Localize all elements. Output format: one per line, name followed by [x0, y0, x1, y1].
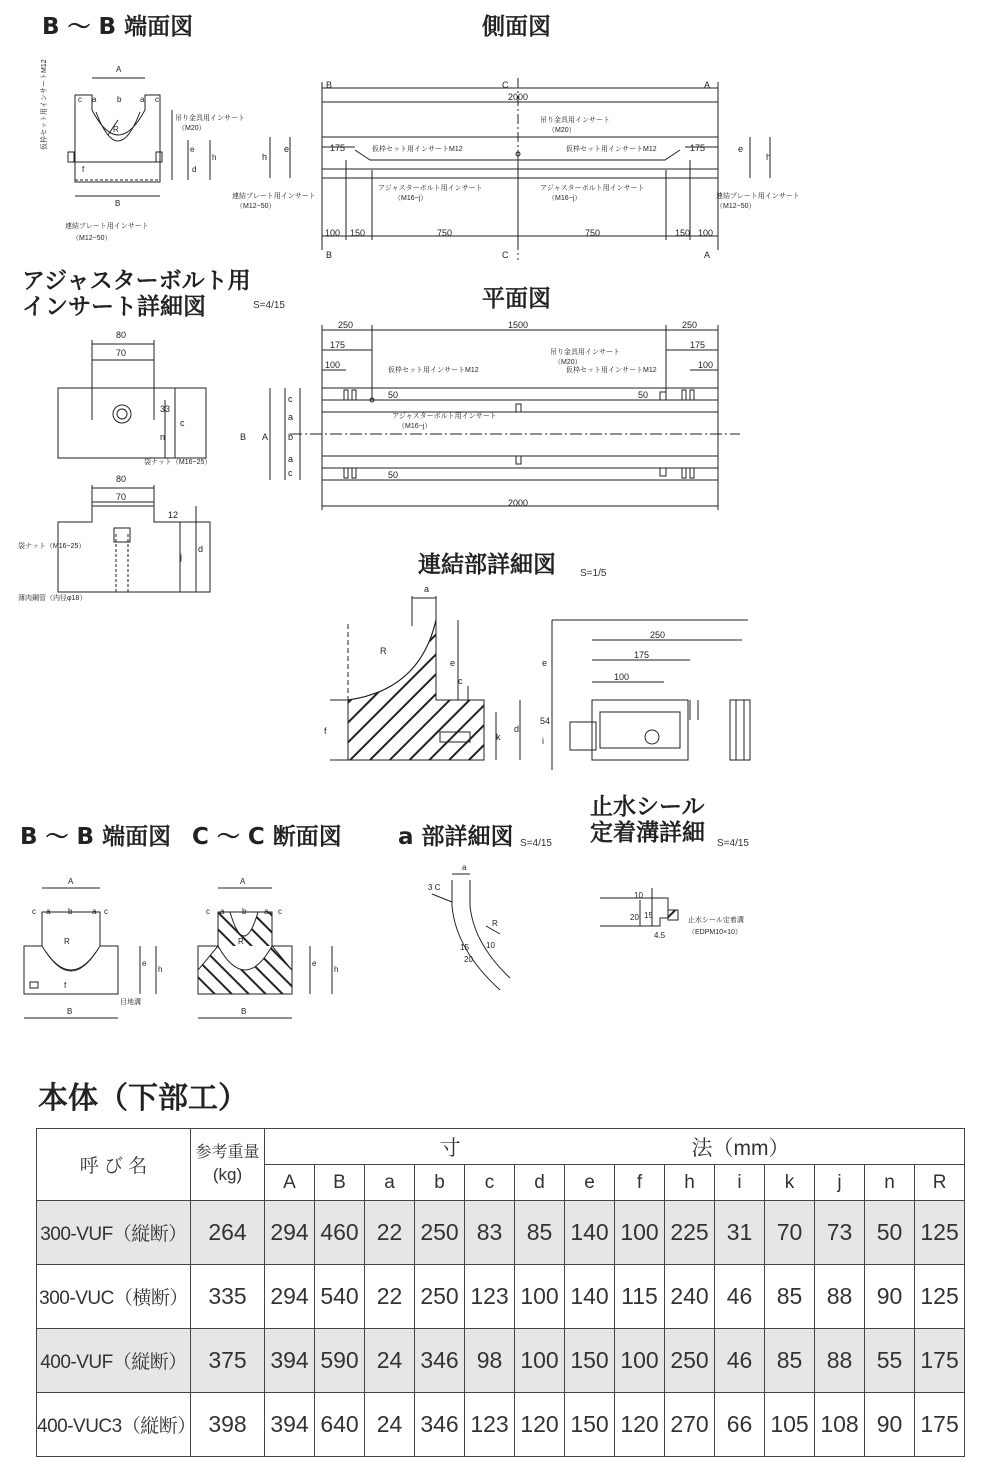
col-header: j — [815, 1165, 865, 1201]
svg-text:アジャスターボルト用インサート: アジャスターボルト用インサート — [378, 185, 483, 192]
svg-text:B: B — [326, 80, 333, 90]
svg-text:a: a — [264, 907, 269, 916]
col-header: B — [315, 1165, 365, 1201]
cell: 175 — [915, 1393, 965, 1457]
svg-text:100: 100 — [698, 228, 714, 238]
svg-text:e: e — [312, 959, 317, 968]
svg-text:d: d — [198, 544, 204, 554]
header-weight: 参考重量 (kg) — [191, 1129, 265, 1201]
svg-text:アジャスターボルト用インサート: アジャスターボルト用インサート — [392, 413, 497, 420]
svg-text:（M16−j）: （M16−j） — [398, 423, 432, 430]
cell: 590 — [315, 1329, 365, 1393]
cell: 120 — [615, 1393, 665, 1457]
svg-text:a: a — [46, 907, 51, 916]
svg-text:100: 100 — [698, 360, 714, 370]
svg-text:（M20）: （M20） — [554, 359, 582, 366]
cell: 83 — [465, 1201, 515, 1265]
cell: 100 — [515, 1265, 565, 1329]
row-name: 400-VUC3（縦断） — [37, 1393, 191, 1457]
svg-text:c: c — [155, 95, 159, 104]
svg-text:a: a — [288, 454, 294, 464]
svg-text:吊り金具用インサート: 吊り金具用インサート — [550, 349, 620, 356]
cell: 88 — [815, 1329, 865, 1393]
table-row — [37, 1329, 965, 1393]
section-title: 本体（下部工） — [38, 1081, 248, 1116]
svg-text:4.5: 4.5 — [654, 931, 666, 940]
cell: 346 — [415, 1393, 465, 1457]
svg-text:10: 10 — [634, 891, 643, 900]
svg-text:c: c — [458, 676, 463, 686]
cell: 250 — [665, 1329, 715, 1393]
svg-text:袋ナット（M16−25）: 袋ナット（M16−25） — [144, 459, 212, 466]
cell: 90 — [865, 1393, 915, 1457]
svg-text:A: A — [240, 877, 246, 886]
svg-text:i: i — [542, 736, 544, 746]
svg-text:n: n — [160, 432, 166, 442]
svg-text:c: c — [206, 907, 210, 916]
title-bb-end-top: B ～ B 端面図 — [42, 14, 194, 40]
svg-text:（M20）: （M20） — [178, 125, 206, 132]
svg-text:a: a — [288, 412, 294, 422]
cell: 85 — [515, 1201, 565, 1265]
col-header: c — [465, 1165, 515, 1201]
svg-text:b: b — [68, 907, 73, 916]
svg-text:R: R — [64, 937, 70, 946]
table-row — [37, 1201, 965, 1265]
svg-text:k: k — [496, 732, 501, 742]
svg-text:a: a — [140, 95, 145, 104]
cell: 294 — [265, 1265, 315, 1329]
dim-a-top: A — [116, 65, 122, 74]
plan-view — [270, 325, 740, 510]
bb-end-view-top — [68, 78, 210, 196]
svg-text:仮枠セット用インサートM12: 仮枠セット用インサートM12 — [388, 367, 479, 374]
header-dimensions: 寸 法（mm） — [265, 1129, 965, 1165]
header-name: 呼 び 名 — [37, 1129, 191, 1201]
svg-text:a: a — [424, 584, 430, 594]
svg-text:f: f — [324, 726, 327, 736]
svg-text:2000: 2000 — [508, 92, 529, 102]
side-view — [270, 78, 770, 260]
title-plan-view: 平面図 — [482, 286, 551, 312]
a-detail-view — [432, 874, 510, 990]
svg-text:連結プレート用インサート: 連結プレート用インサート — [716, 193, 800, 200]
svg-text:c: c — [288, 394, 293, 404]
svg-text:a: a — [92, 95, 97, 104]
svg-text:12: 12 — [168, 510, 179, 520]
svg-text:（M20）: （M20） — [548, 127, 576, 134]
title-bb-end-bottom: B ～ B 端面図 — [20, 824, 172, 850]
svg-text:70: 70 — [116, 492, 127, 502]
svg-text:（M12−50）: （M12−50） — [72, 235, 112, 242]
svg-text:15: 15 — [460, 943, 469, 952]
svg-text:f: f — [82, 165, 85, 174]
cell: 123 — [465, 1393, 515, 1457]
col-header: b — [415, 1165, 465, 1201]
svg-text:b: b — [288, 432, 294, 442]
col-header: d — [515, 1165, 565, 1201]
cell: 88 — [815, 1265, 865, 1329]
cell: 120 — [515, 1393, 565, 1457]
cell: 105 — [765, 1393, 815, 1457]
svg-text:（M16−j）: （M16−j） — [394, 195, 428, 202]
svg-text:（EDPM10×10）: （EDPM10×10） — [688, 929, 742, 936]
svg-text:54: 54 — [540, 716, 551, 726]
svg-text:目地溝: 目地溝 — [120, 999, 141, 1006]
svg-text:c: c — [104, 907, 108, 916]
col-header: f — [615, 1165, 665, 1201]
scale-adjuster: S=4/15 — [253, 300, 285, 311]
svg-text:h: h — [158, 965, 163, 974]
svg-text:750: 750 — [585, 228, 601, 238]
cell: 100 — [615, 1329, 665, 1393]
cell: 240 — [665, 1265, 715, 1329]
adjuster-insert-detail — [58, 340, 210, 592]
svg-text:c: c — [278, 907, 282, 916]
joint-detail — [330, 596, 750, 770]
svg-text:250: 250 — [338, 320, 354, 330]
svg-text:250: 250 — [650, 630, 666, 640]
cell: 346 — [415, 1329, 465, 1393]
col-header: i — [715, 1165, 765, 1201]
cell: 250 — [415, 1201, 465, 1265]
col-header: k — [765, 1165, 815, 1201]
cell: 250 — [415, 1265, 465, 1329]
svg-text:c: c — [180, 418, 185, 428]
col-header: a — [365, 1165, 415, 1201]
svg-text:b: b — [117, 95, 122, 104]
svg-text:吊り金具用インサート: 吊り金具用インサート — [540, 117, 610, 124]
svg-text:100: 100 — [614, 672, 630, 682]
svg-text:R: R — [113, 125, 119, 134]
cell: 66 — [715, 1393, 765, 1457]
svg-text:b: b — [242, 907, 247, 916]
svg-text:d: d — [514, 724, 520, 734]
cell: 90 — [865, 1265, 915, 1329]
svg-text:e: e — [450, 658, 456, 668]
svg-text:50: 50 — [388, 470, 399, 480]
cell: 125 — [915, 1201, 965, 1265]
row-name: 300-VUF（縦断） — [37, 1201, 191, 1265]
svg-text:c: c — [288, 468, 293, 478]
cell: 150 — [565, 1329, 615, 1393]
svg-text:止水シール定着溝: 止水シール定着溝 — [688, 917, 744, 924]
cell: 24 — [365, 1329, 415, 1393]
svg-text:a: a — [92, 907, 97, 916]
cell: 175 — [915, 1329, 965, 1393]
svg-text:B: B — [326, 250, 333, 260]
cell: 46 — [715, 1265, 765, 1329]
cell: 85 — [765, 1265, 815, 1329]
row-weight: 335 — [191, 1265, 265, 1329]
cell: 108 — [815, 1393, 865, 1457]
svg-text:袋ナット（M16−25）: 袋ナット（M16−25） — [18, 543, 86, 550]
table-row — [37, 1393, 965, 1457]
svg-text:（M12−50）: （M12−50） — [716, 203, 756, 210]
svg-text:150: 150 — [350, 228, 366, 238]
svg-text:A: A — [704, 250, 711, 260]
cell: 73 — [815, 1201, 865, 1265]
cell: 22 — [365, 1201, 415, 1265]
svg-text:e: e — [190, 145, 195, 154]
svg-text:20: 20 — [630, 913, 639, 922]
scale-joint: S=1/5 — [580, 568, 607, 579]
svg-text:e: e — [142, 959, 147, 968]
svg-text:C: C — [502, 250, 509, 260]
cell: 50 — [865, 1201, 915, 1265]
svg-text:h: h — [262, 152, 268, 162]
title-cc-section: C ～ C 断面図 — [192, 824, 342, 850]
svg-text:A: A — [68, 877, 74, 886]
cell: 115 — [615, 1265, 665, 1329]
cell: 294 — [265, 1201, 315, 1265]
table-row — [37, 1265, 965, 1329]
cell: 394 — [265, 1329, 315, 1393]
svg-text:連結プレート用インサート: 連結プレート用インサート — [65, 223, 149, 230]
col-header: h — [665, 1165, 715, 1201]
title-joint-detail: 連結部詳細図 — [418, 552, 556, 578]
svg-text:c: c — [78, 95, 82, 104]
svg-text:（M16−j）: （M16−j） — [548, 195, 582, 202]
svg-text:20: 20 — [464, 955, 473, 964]
svg-text:e: e — [738, 144, 744, 154]
row-weight: 398 — [191, 1393, 265, 1457]
svg-text:c: c — [32, 907, 36, 916]
cell: 460 — [315, 1201, 365, 1265]
col-header: n — [865, 1165, 915, 1201]
cell: 22 — [365, 1265, 415, 1329]
cell: 540 — [315, 1265, 365, 1329]
svg-text:B: B — [241, 1007, 247, 1016]
svg-text:10: 10 — [486, 941, 495, 950]
svg-text:A: A — [262, 432, 269, 442]
svg-text:50: 50 — [388, 390, 399, 400]
cell: 123 — [465, 1265, 515, 1329]
col-header: e — [565, 1165, 615, 1201]
svg-text:f: f — [64, 981, 67, 990]
spec-table — [36, 1128, 965, 1457]
svg-text:100: 100 — [325, 228, 341, 238]
svg-text:100: 100 — [325, 360, 341, 370]
svg-text:B: B — [115, 199, 121, 208]
svg-text:仮枠セット用インサートM12: 仮枠セット用インサートM12 — [372, 146, 463, 153]
cell: 394 — [265, 1393, 315, 1457]
svg-text:175: 175 — [330, 143, 346, 153]
svg-text:175: 175 — [690, 340, 706, 350]
row-weight: 264 — [191, 1201, 265, 1265]
svg-text:a: a — [220, 907, 225, 916]
svg-text:連結プレート用インサート: 連結プレート用インサート — [232, 193, 316, 200]
scale-seal: S=4/15 — [717, 838, 749, 849]
row-weight: 375 — [191, 1329, 265, 1393]
title-side-view: 側面図 — [482, 14, 551, 40]
svg-text:150: 150 — [675, 228, 691, 238]
svg-text:a: a — [462, 863, 467, 872]
cell: 125 — [915, 1265, 965, 1329]
cell: 225 — [665, 1201, 715, 1265]
cell: 640 — [315, 1393, 365, 1457]
cell: 140 — [565, 1201, 615, 1265]
svg-text:R: R — [492, 919, 498, 928]
svg-text:175: 175 — [330, 340, 346, 350]
col-header: A — [265, 1165, 315, 1201]
svg-text:70: 70 — [116, 348, 127, 358]
svg-text:R: R — [238, 937, 244, 946]
scale-a-detail: S=4/15 — [520, 838, 552, 849]
svg-text:仮枠セット用インサートM12: 仮枠セット用インサートM12 — [566, 146, 657, 153]
col-header: R — [915, 1165, 965, 1201]
cell: 70 — [765, 1201, 815, 1265]
svg-text:250: 250 — [682, 320, 698, 330]
cell: 98 — [465, 1329, 515, 1393]
svg-text:吊り金具用インサート: 吊り金具用インサート — [175, 115, 245, 122]
cell: 55 — [865, 1329, 915, 1393]
cell: 46 — [715, 1329, 765, 1393]
svg-text:750: 750 — [437, 228, 453, 238]
title-adjuster-detail: アジャスターボルト用 インサート詳細図 — [22, 268, 251, 321]
cell: 140 — [565, 1265, 615, 1329]
cell: 100 — [615, 1201, 665, 1265]
cell: 85 — [765, 1329, 815, 1393]
svg-text:2000: 2000 — [508, 498, 529, 508]
svg-text:e: e — [542, 658, 548, 668]
svg-text:175: 175 — [690, 143, 706, 153]
svg-text:80: 80 — [116, 474, 127, 484]
svg-text:50: 50 — [638, 390, 649, 400]
cell: 24 — [365, 1393, 415, 1457]
svg-text:C: C — [502, 80, 509, 90]
cell: 270 — [665, 1393, 715, 1457]
svg-text:d: d — [192, 165, 197, 174]
svg-text:33: 33 — [160, 404, 171, 414]
svg-text:h: h — [766, 152, 772, 162]
svg-text:仮枠セット用インサートM12: 仮枠セット用インサートM12 — [566, 367, 657, 374]
svg-text:80: 80 — [116, 330, 127, 340]
svg-text:（M12−50）: （M12−50） — [236, 203, 276, 210]
svg-text:15: 15 — [644, 911, 653, 920]
svg-text:B: B — [67, 1007, 73, 1016]
svg-text:仮枠セット用インサートM12: 仮枠セット用インサートM12 — [41, 59, 48, 150]
title-seal-detail: 止水シール 定着溝詳細 — [590, 794, 705, 847]
svg-text:e: e — [284, 144, 290, 154]
svg-text:B: B — [240, 432, 247, 442]
svg-text:A: A — [704, 80, 711, 90]
svg-text:R: R — [380, 646, 387, 656]
svg-text:薄肉鋼管（内径φ18）: 薄肉鋼管（内径φ18） — [18, 595, 87, 602]
cell: 150 — [565, 1393, 615, 1457]
svg-text:j: j — [180, 552, 182, 562]
svg-text:175: 175 — [634, 650, 650, 660]
row-name: 300-VUC（横断） — [37, 1265, 191, 1329]
svg-text:1500: 1500 — [508, 320, 529, 330]
cell: 31 — [715, 1201, 765, 1265]
title-a-detail: a 部詳細図 — [398, 824, 514, 850]
cell: 100 — [515, 1329, 565, 1393]
row-name: 400-VUF（縦断） — [37, 1329, 191, 1393]
svg-text:h: h — [334, 965, 339, 974]
svg-text:3 C: 3 C — [428, 883, 441, 892]
svg-text:アジャスターボルト用インサート: アジャスターボルト用インサート — [540, 185, 645, 192]
svg-text:h: h — [212, 153, 217, 162]
